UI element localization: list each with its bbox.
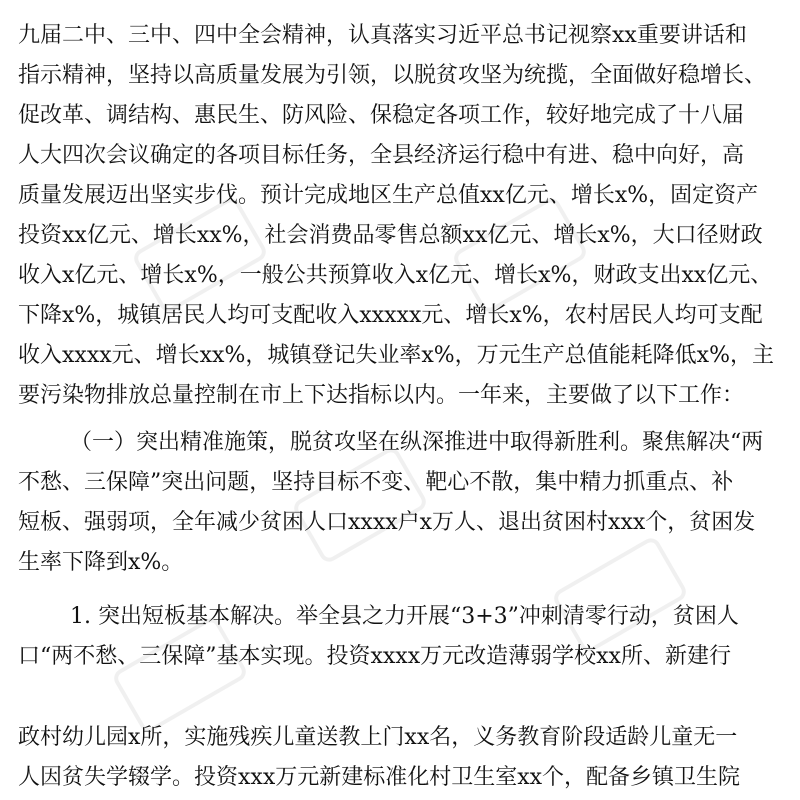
paragraph-line: 口“两不愁、三保障”基本实现。投资xxxx万元改造薄弱学校xx所、新建行 xyxy=(18,644,731,669)
section-heading-line: （一）突出精准施策，脱贫攻坚在纵深推进中取得新胜利。聚焦解决“两 xyxy=(70,430,764,455)
subsection-line: 1. 突出短板基本解决。举全县之力开展“3+3”冲刺清零行动，贫困人 xyxy=(70,604,739,629)
paragraph-line: 要污染物排放总量控制在市上下达指标以内。一年来，主要做了以下工作： xyxy=(18,383,745,408)
paragraph-line: 收入x亿元、增长x%，一般公共预算收入x亿元、增长x%，财政支出xx亿元、 xyxy=(18,263,773,288)
paragraph-line: 人因贫失学辍学。投资xxx万元新建标准化村卫生室xx个，配备乡镇卫生院 xyxy=(18,765,741,790)
paragraph-line: 投资xx亿元、增长xx%，社会消费品零售总额xx亿元、增长x%，大口径财政 xyxy=(18,223,763,248)
paragraph-line: 九届二中、三中、四中全会精神，认真落实习近平总书记视察xx重要讲话和 xyxy=(18,23,747,48)
paragraph-line: 不愁、三保障”突出问题，坚持目标不变、靶心不散，集中精力抓重点、补 xyxy=(18,470,734,495)
paragraph-line: 促改革、调结构、惠民生、防风险、保稳定各项工作，较好地完成了十八届 xyxy=(18,103,745,128)
paragraph-line: 下降x%，城镇居民人均可支配收入xxxxx元、增长x%，农村居民人均可支配 xyxy=(18,303,763,328)
paragraph-line: 短板、强弱项，全年减少贫困人口xxxx户x万人、退出贫困村xxx个，贫困发 xyxy=(18,510,756,535)
paragraph-line: 生率下降到x%。 xyxy=(18,550,184,575)
paragraph-line: 质量发展迈出坚实步伐。预计完成地区生产总值xx亿元、增长x%，固定资产 xyxy=(18,183,759,208)
paragraph-line: 收入xxxx元、增长xx%，城镇登记失业率x%，万元生产总值能耗降低x%，主 xyxy=(18,343,774,368)
paragraph-line: 政村幼儿园x所，实施残疾儿童送教上门xx名，义务教育阶段适龄儿童无一 xyxy=(18,725,738,750)
paragraph-line: 人大四次会议确定的各项目标任务，全县经济运行稳中有进、稳中向好，高 xyxy=(18,143,745,168)
paragraph-line: 指示精神，坚持以高质量发展为引领，以脱贫攻坚为统揽，全面做好稳增长、 xyxy=(18,63,767,88)
